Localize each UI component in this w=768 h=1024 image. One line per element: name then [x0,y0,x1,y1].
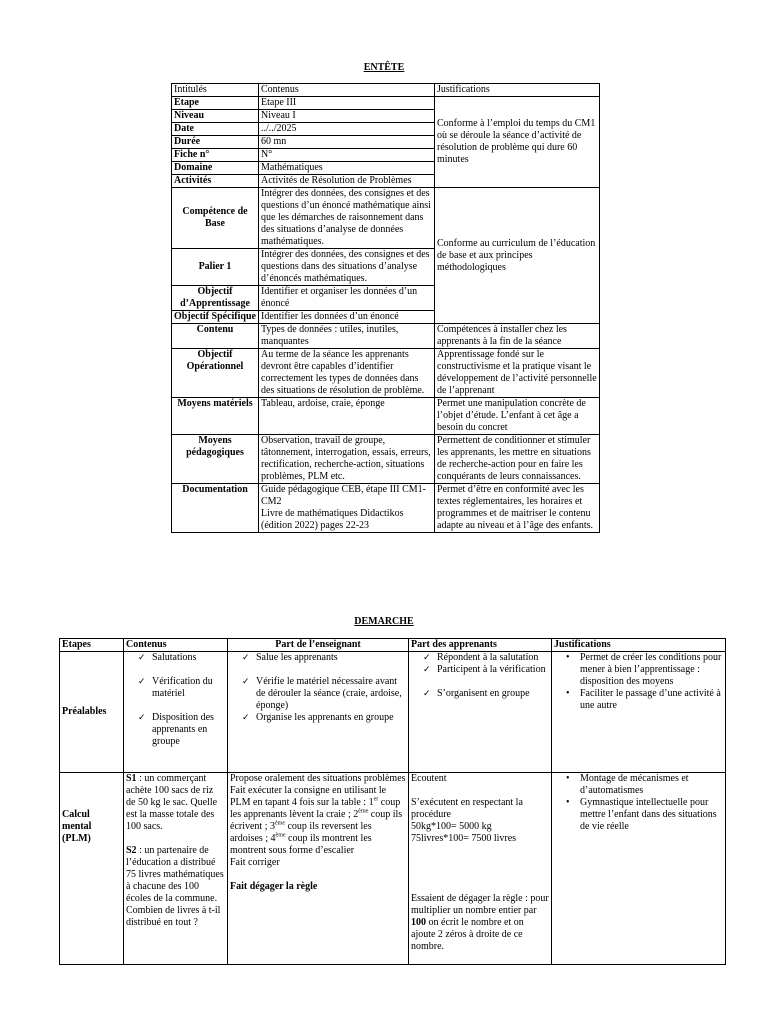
row-label: Documentation [172,484,259,533]
enseignant-line: Propose oralement des situations problèmes [230,773,406,784]
justifications-cell [552,773,726,965]
row-justification: Permet une manipulation concrète de l’objet d’étude. L’enfant à cet âge a besoin du concret [435,398,600,435]
row-content: Activités de Résolution de Problèmes [259,175,435,188]
header-apprenants: Part des apprenants [409,639,552,652]
situation-2-question: Combien de livres à t-il distribué en tout ? [126,905,221,928]
list-item: ✓ S’organisent en groupe [411,688,549,700]
row-label: Moyens pédagogiques [172,435,259,484]
list-item: ✓ Disposition des apprenants en groupe [126,712,225,748]
situation-1: S1 : un commerçant achète 100 sacs de riz de 50 kg le sac. Quelle est la masse totale des 100 sacs. [126,773,218,832]
justification-schedule: Conforme à l’emploi du temps du CM1 où se déroule la séance d’activité de résolution de problème qui dure 60 minutes [435,97,600,188]
header-contenus: Contenus [124,639,228,652]
row-content: Etape III [259,97,435,110]
row-label: Palier 1 [172,249,259,286]
row-label: Etape [172,97,259,110]
apprenants-line: S’exécutent en respectant la procédure [411,797,523,820]
row-content: Au terme de la séance les apprenants devront être capables d’identifier correctement les types de données dans des situations de résolution de problème. [259,349,435,398]
row-justification: Permettent de conditionner et stimuler les apprenants, les mettre en situations de recherche-action pour en faire les conquérants de leurs connaissances. [435,435,600,484]
contenus-cell [124,773,228,965]
table-row [172,188,600,249]
documentation-line: Livre de mathématiques Didactikos (édition 2022) pages 22-23 [261,508,404,531]
row-content: Identifier les données d’un énoncé [259,311,435,324]
enseignant-plm: Fait exécuter la consigne en utilisant le PLM en tapant 4 fois sur la table : 1er coup les apprenants lèvent la craie ; 2ème coup ils écrivent ; 3ème coup ils reversent les ardoises ; 4ème coup ils montrent les montrent sous forme d’escalier [230,785,403,856]
list-item: ✓ Salutations [126,652,225,664]
list-item: • Montage de mécanismes et d’automatismes [554,773,723,797]
justification-curriculum: Conforme au curriculum de l’éducation de base et aux principes méthodologiques [435,188,600,324]
row-content: ../../2025 [259,123,435,136]
step-prealables: Préalables [60,652,124,773]
row-label: Compétence de Base [172,188,259,249]
row-content: Types de données : utiles, inutiles, manquantes [259,324,435,349]
row-justification: Permet d’être en conformité avec les textes réglementaires, les horaires et programmes et de maitriser le contenu adapte au niveau et à l’âge des enfants. [435,484,600,533]
header-etapes: Etapes [60,639,124,652]
demarche-table [59,638,726,965]
list-item: ✓ Vérifie le matériel nécessaire avant de dérouler la séance (craie, ardoise, éponge) [230,676,406,712]
table-row [60,652,726,773]
demarche-title: DEMARCHE [354,616,414,627]
list-item: • Faciliter le passage d’une activité à une autre [554,688,723,712]
list-item: ✓ Organise les apprenants en groupe [230,712,406,724]
apprenants-line: Ecoutent [411,773,447,784]
enseignant-cell [228,652,409,773]
list-item: • Permet de créer les conditions pour mener à bien l’apprentissage : disposition des moyens [554,652,723,688]
row-label: Objectif Opérationnel [172,349,259,398]
row-label: Objectif Spécifique [172,311,259,324]
row-content: Intégrer des données, des consignes et des questions d’un énoncé mathématique ainsi que les démarches de raisonnement dans des situations d’analyse de données mathématiques. [259,188,435,249]
row-justification: Compétences à installer chez les apprenants à la fin de la séance [435,324,600,349]
table-row [172,349,600,398]
row-content: Observation, travail de groupe, tâtonnement, interrogation, essais, erreurs, rectification, recherche-action, situations problèmes, PLM etc. [259,435,435,484]
contenus-cell [124,652,228,773]
apprenants-line: 50kg*100= 5000 kg [411,821,492,832]
enseignant-line: Fait corriger [230,857,280,868]
row-content: Identifier et organiser les données d’un énoncé [259,286,435,311]
row-content: 60 mn [259,136,435,149]
row-label: Durée [172,136,259,149]
table-row [172,435,600,484]
situation-2: S2 : un partenaire de l’éducation a distribué 75 livres mathématiques à chacune des 100 écoles de la commune. [126,845,224,904]
apprenants-cell [409,652,552,773]
list-item: ✓ Participent à la vérification [411,664,549,676]
documentation-line: Guide pédagogique CEB, étape III CM1-CM2 [261,484,426,507]
header-justifications: Justifications [552,639,726,652]
header-contenus: Contenus [259,84,435,97]
table-row [172,484,600,533]
list-item: ✓ Salue les apprenants [230,652,406,664]
row-content [259,484,435,533]
row-content: Intégrer des données, des consignes et des questions dans des situations d’analyse d’énoncés mathématiques. [259,249,435,286]
row-content: Tableau, ardoise, craie, éponge [259,398,435,435]
row-label: Moyens matériels [172,398,259,435]
table-row [172,324,600,349]
apprenants-rule: Essaient de dégager la règle : pour multiplier un nombre entier par 100 on écrit le nombre et on ajoute 2 zéros à droite de ce nombre. [411,893,549,952]
table-row [172,97,600,110]
table-row [172,398,600,435]
header-justifications: Justifications [435,84,600,97]
row-label: Date [172,123,259,136]
row-label: Domaine [172,162,259,175]
table-header-row [172,84,600,97]
header-enseignant: Part de l’enseignant [228,639,409,652]
row-label: Fiche n° [172,149,259,162]
row-content: Niveau I [259,110,435,123]
row-label: Contenu [172,324,259,349]
step-calcul-mental: Calcul mental (PLM) [60,773,124,965]
list-item: ✓ Répondent à la salutation [411,652,549,664]
apprenants-cell [409,773,552,965]
enseignant-line: Fait dégager la règle [230,881,318,892]
apprenants-line: 75livres*100= 7500 livres [411,833,517,844]
row-label: Activités [172,175,259,188]
row-label: Niveau [172,110,259,123]
row-justification: Apprentissage fondé sur le constructivisme et la pratique visant le développement de l’activité personnelle de l’apprenant [435,349,600,398]
justifications-cell [552,652,726,773]
table-row [60,773,726,965]
entete-title: ENTÊTE [363,62,405,73]
list-item: • Gymnastique intellectuelle pour mettre l’enfant dans des situations de vie réelle [554,797,723,833]
row-content: Mathématiques [259,162,435,175]
row-content: N° [259,149,435,162]
row-label: Objectif d’Apprentissage [172,286,259,311]
enseignant-cell [228,773,409,965]
table-header-row [60,639,726,652]
list-item: ✓ Vérification du matériel [126,676,225,700]
entete-table [171,83,600,533]
header-intitules: Intitulés [172,84,259,97]
